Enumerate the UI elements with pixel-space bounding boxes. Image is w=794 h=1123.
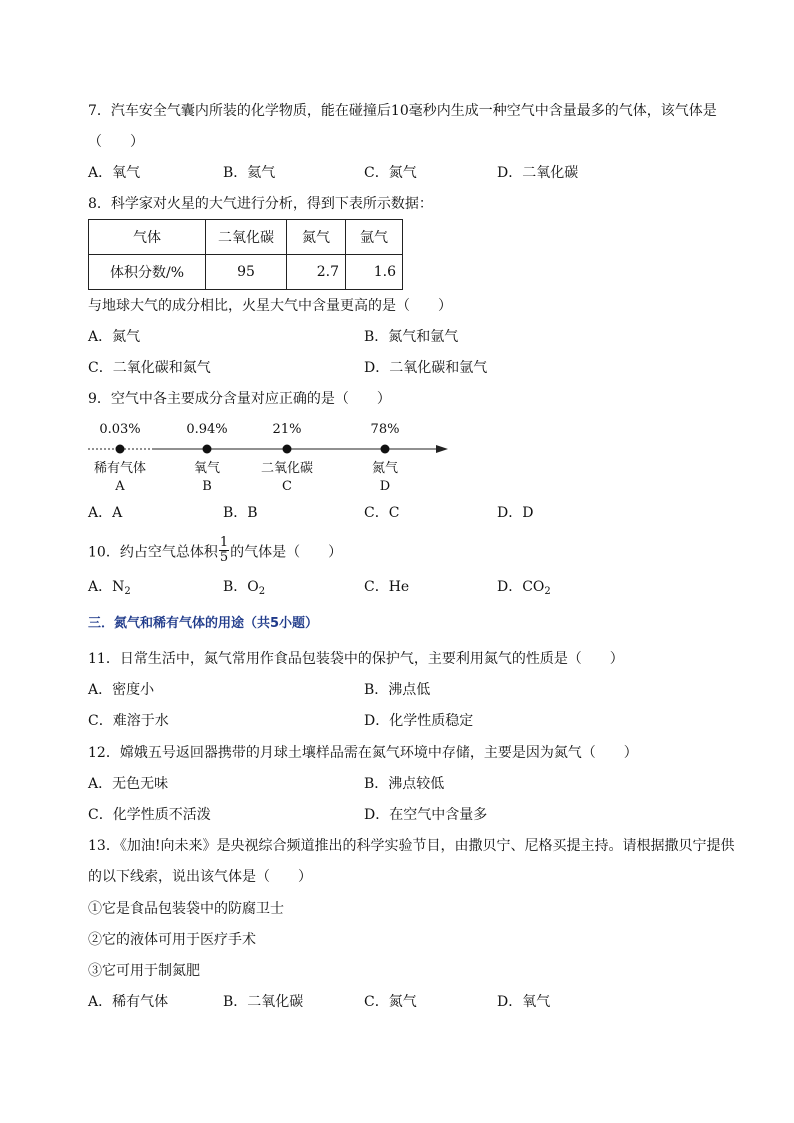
q13-option-b[interactable]: B．二氧化碳 xyxy=(223,994,304,1010)
q10-stem-before: 10．约占空气总体积 xyxy=(88,544,218,561)
axis-value-label: 0.94% xyxy=(186,422,228,437)
axis-arrow-icon xyxy=(436,445,448,453)
q13-clue-2: ②它的液体可用于医疗手术 xyxy=(88,932,256,948)
table-cell: 95 xyxy=(206,255,287,290)
axis-point-b xyxy=(203,445,212,454)
axis-gas-label: 氧气 xyxy=(193,461,221,476)
q9-option-c[interactable]: C．C xyxy=(364,505,400,521)
q7-option-b[interactable]: B．氦气 xyxy=(223,165,276,181)
q8-question: 与地球大气的成分相比，火星大气中含量更高的是（ ） xyxy=(88,298,452,314)
q10-option-c[interactable] xyxy=(364,577,409,597)
q11-option-c[interactable]: C．难溶于水 xyxy=(88,713,169,729)
q7-option-a[interactable]: A．氧气 xyxy=(88,165,141,181)
option-text: B．O xyxy=(223,579,259,595)
axis-letter-label: B xyxy=(202,479,212,494)
q12-option-d[interactable]: D．在空气中含量多 xyxy=(364,807,488,823)
table-header-cell: 二氧化碳 xyxy=(206,220,287,255)
q8-option-b[interactable]: B．氮气和氩气 xyxy=(364,329,459,345)
axis-value-label: 21% xyxy=(272,422,302,437)
option-text: C．He xyxy=(364,579,410,595)
q13-stem-line2: 的以下线索，说出该气体是（ ） xyxy=(88,869,312,885)
option-text: A．N xyxy=(88,579,125,595)
axis-point-c xyxy=(283,445,292,454)
q13-clue-3: ③它可用于制氮肥 xyxy=(88,963,200,979)
axis-letter-label: A xyxy=(115,479,125,494)
option-text: D．CO xyxy=(497,579,545,595)
q13-option-a[interactable]: A．稀有气体 xyxy=(88,994,169,1010)
subscript: 2 xyxy=(258,586,266,597)
q13-option-d[interactable]: D．氧气 xyxy=(497,994,551,1010)
q10-option-a[interactable] xyxy=(88,577,131,602)
axis-gas-label: 氮气 xyxy=(371,461,399,476)
q12-option-a[interactable]: A．无色无味 xyxy=(88,776,169,792)
axis-point-d xyxy=(381,445,390,454)
axis-gas-label: 二氧化碳 xyxy=(260,461,314,476)
subscript: 2 xyxy=(124,586,131,597)
q13-clue-1: ①它是食品包装袋中的防腐卫士 xyxy=(88,901,284,917)
table-row xyxy=(89,255,403,290)
table-header-cell: 气体 xyxy=(89,220,206,255)
axis-point-a xyxy=(116,445,125,454)
q8-option-d[interactable]: D．二氧化碳和氩气 xyxy=(364,360,488,376)
axis-letter-label: C xyxy=(282,479,292,494)
q7-option-d[interactable]: D．二氧化碳 xyxy=(497,165,579,181)
q12-option-c[interactable]: C．化学性质不活泼 xyxy=(88,807,211,823)
fraction-denominator: 5 xyxy=(219,550,229,565)
q10-stem-after: 的气体是（ ） xyxy=(230,544,343,561)
q10-option-d[interactable] xyxy=(497,577,551,602)
composition-number-line xyxy=(80,412,460,496)
table-cell: 1.6 xyxy=(346,255,403,290)
q9-stem: 9．空气中各主要成分含量对应正确的是（ ） xyxy=(88,391,391,407)
table-cell: 2.7 xyxy=(287,255,346,290)
axis-value-label: 78% xyxy=(370,422,400,437)
q12-stem: 12．嫦娥五号返回器携带的月球土壤样品需在氮气环境中存储，主要是因为氮气（ ） xyxy=(88,745,638,761)
q11-option-b[interactable]: B．沸点低 xyxy=(364,682,431,698)
q12-option-b[interactable]: B．沸点较低 xyxy=(364,776,445,792)
mars-atmosphere-table xyxy=(88,219,403,290)
axis-gas-label: 稀有气体 xyxy=(93,461,147,476)
q8-stem: 8．科学家对火星的大气进行分析，得到下表所示数据： xyxy=(88,196,433,212)
table-header-cell: 氩气 xyxy=(346,220,403,255)
one-fifth-fraction xyxy=(219,536,229,565)
q9-option-d[interactable]: D．D xyxy=(497,505,534,521)
subscript: 2 xyxy=(544,586,551,597)
q8-option-a[interactable]: A．氮气 xyxy=(88,329,141,345)
q7-stem-line2: （ ） xyxy=(88,134,144,150)
table-cell: 体积分数/% xyxy=(89,255,206,290)
section-heading: 三．氮气和稀有气体的用途（共5小题） xyxy=(88,616,319,631)
q11-stem: 11．日常生活中，氮气常用作食品包装袋中的保护气，主要利用氮气的性质是（ ） xyxy=(88,651,624,667)
q11-option-d[interactable]: D．化学性质稳定 xyxy=(364,713,474,729)
q7-option-c[interactable]: C．氮气 xyxy=(364,165,417,181)
q7-stem-line1: 7．汽车安全气囊内所装的化学物质，能在碰撞后10毫秒内生成一种空气中含量最多的气体，该气体是 xyxy=(88,103,717,119)
axis-letter-label: D xyxy=(379,479,391,494)
q11-option-a[interactable]: A．密度小 xyxy=(88,682,155,698)
q9-option-a[interactable]: A．A xyxy=(88,505,123,521)
q9-option-b[interactable]: B．B xyxy=(223,505,258,521)
q10-option-b[interactable] xyxy=(223,577,265,602)
fraction-numerator: 1 xyxy=(219,535,229,550)
q13-stem-line1: 13．《加油!向未来》是央视综合频道推出的科学实验节目，由撒贝宁、尼格买提主持。请根据撒贝宁提供 xyxy=(88,838,735,854)
q10-stem xyxy=(88,535,343,567)
axis-value-label: 0.03% xyxy=(99,422,141,437)
table-header-row xyxy=(89,220,403,255)
q8-option-c[interactable]: C．二氧化碳和氮气 xyxy=(88,360,211,376)
q13-option-c[interactable]: C．氮气 xyxy=(364,994,417,1010)
table-header-cell: 氮气 xyxy=(287,220,346,255)
